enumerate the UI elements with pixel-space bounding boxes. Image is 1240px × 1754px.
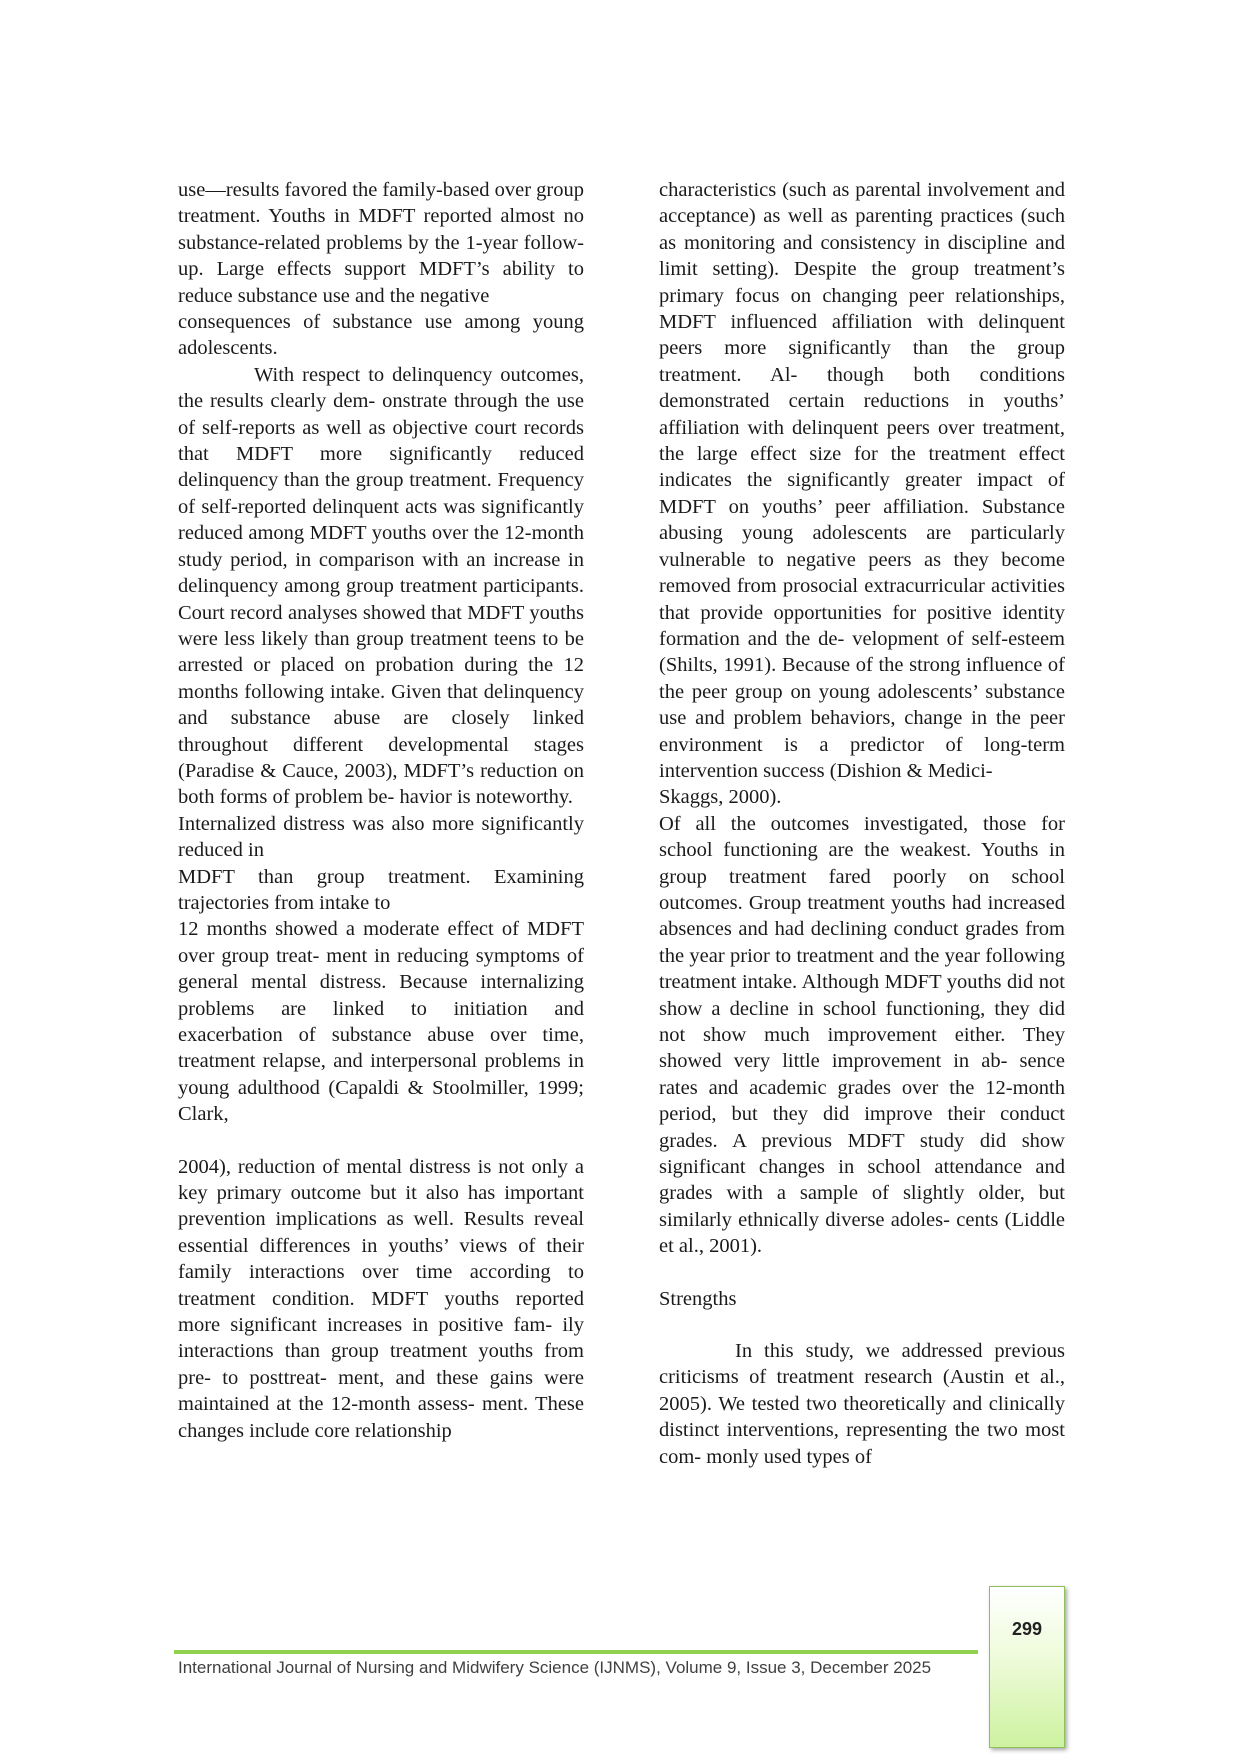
paragraph: Internalized distress was also more significantly reduced in — [178, 812, 584, 862]
paragraph: use—results favored the family-based over group treatment. Youths in MDFT reported almost no substance-related problems by the 1-year follow-up. Large effects support MDFT’s ability to reduce substance use and the negative — [178, 179, 584, 307]
paragraph: MDFT than group treatment. Examining trajectories from intake to — [178, 865, 584, 914]
paragraph: With respect to delinquency outcomes, the results clearly dem- onstrate through the use of self-reports as well as objective court records that MDFT more significantly reduced delinquency than the group treatment. Frequency of self-reported delinquent acts was significantly reduced among MDFT youths over the 12-month study period, in comparison with an increase in delinquency among group treatment participants. Court record analyses showed that MDFT youths were less likely than group treatment teens to be arrested or placed on probation during the 12 months following intake. Given that delinquency and substance abuse are closely linked throughout different developmental stages (Paradise & Cauce, 2003), MDFT’s reduction on both forms of problem be- havior is noteworthy. — [178, 363, 584, 809]
blank-line — [659, 1312, 1065, 1338]
paragraph: Skaggs, 2000). — [659, 786, 782, 809]
paragraph: Of all the outcomes investigated, those for school functioning are the weakest. Youths in group treatment fared poorly on school outcomes. Group treatment youths had increased absences and had declining conduct grades from the year prior to treatment and the year following treatment intake. Although MDFT youths did not show a decline in school functioning, they did not show much improvement either. They showed very little improvement in ab- sence rates and academic grades over the 12-month period, but they did improve their conduct grades. A previous MDFT study did show significant changes in school attendance and grades with a sample of slightly older, but similarly ethnically diverse adoles- cents (Liddle et al., 2001). — [659, 812, 1065, 1258]
page-number-box — [989, 1586, 1065, 1748]
paragraph: consequences of substance use among young adolescents. — [178, 311, 584, 360]
section-heading: Strengths — [659, 1287, 737, 1310]
blank-line — [659, 1260, 1065, 1286]
paragraph: 2004), reduction of mental distress is not only a key primary outcome but it also has important prevention implications as well. Results reveal essential differences in youths’ views of their family interactions over time according to treatment condition. MDFT youths reported more significant increases in positive fam- ily interactions than group treatment youths from pre- to posttreat- ment, and these gains were maintained at the 12-month assess- ment. These changes include core relationship — [178, 1155, 584, 1442]
left-column — [178, 177, 584, 1444]
right-column — [659, 177, 1065, 1470]
page-number: 299 — [1011, 1619, 1043, 1639]
paragraph: 12 months showed a moderate effect of MDFT over group treat- ment in reducing symptoms of general mental distress. Because internalizing problems are linked to initiation and exacerbation of substance abuse over time, treatment relapse, and interpersonal problems in young adulthood (Capaldi & Stoolmiller, 1999; Clark, — [178, 918, 584, 1126]
footer-rule — [174, 1650, 978, 1654]
journal-citation: International Journal of Nursing and Midwifery Science (IJNMS), Volume 9, Issue 3, December 2025 — [178, 1658, 932, 1677]
blank-line — [178, 1128, 584, 1154]
paragraph: characteristics (such as parental involvement and acceptance) as well as parenting practices (such as monitoring and consistency in discipline and limit setting). Despite the group treatment’s primary focus on changing peer relationships, MDFT influenced affiliation with delinquent peers more significantly than the group treatment. Al- though both conditions demonstrated certain reductions in youths’ affiliation with delinquent peers over treatment, the large effect size for the treatment effect indicates the significantly greater impact of MDFT on youths’ peer affiliation. Substance abusing young adolescents are particularly vulnerable to negative peers as they become removed from prosocial extracurricular activities that provide opportunities for positive identity formation and the de- velopment of self-esteem (Shilts, 1991). Because of the strong influence of the peer group on young adolescents’ substance use and problem behaviors, change in the peer environment is a predictor of long-term intervention success (Dishion & Medici- — [659, 179, 1065, 782]
paragraph: In this study, we addressed previous criticisms of treatment research (Austin et al., 2005). We tested two theoretically and clinically distinct interventions, representing the two most com- monly used types of — [659, 1340, 1065, 1468]
